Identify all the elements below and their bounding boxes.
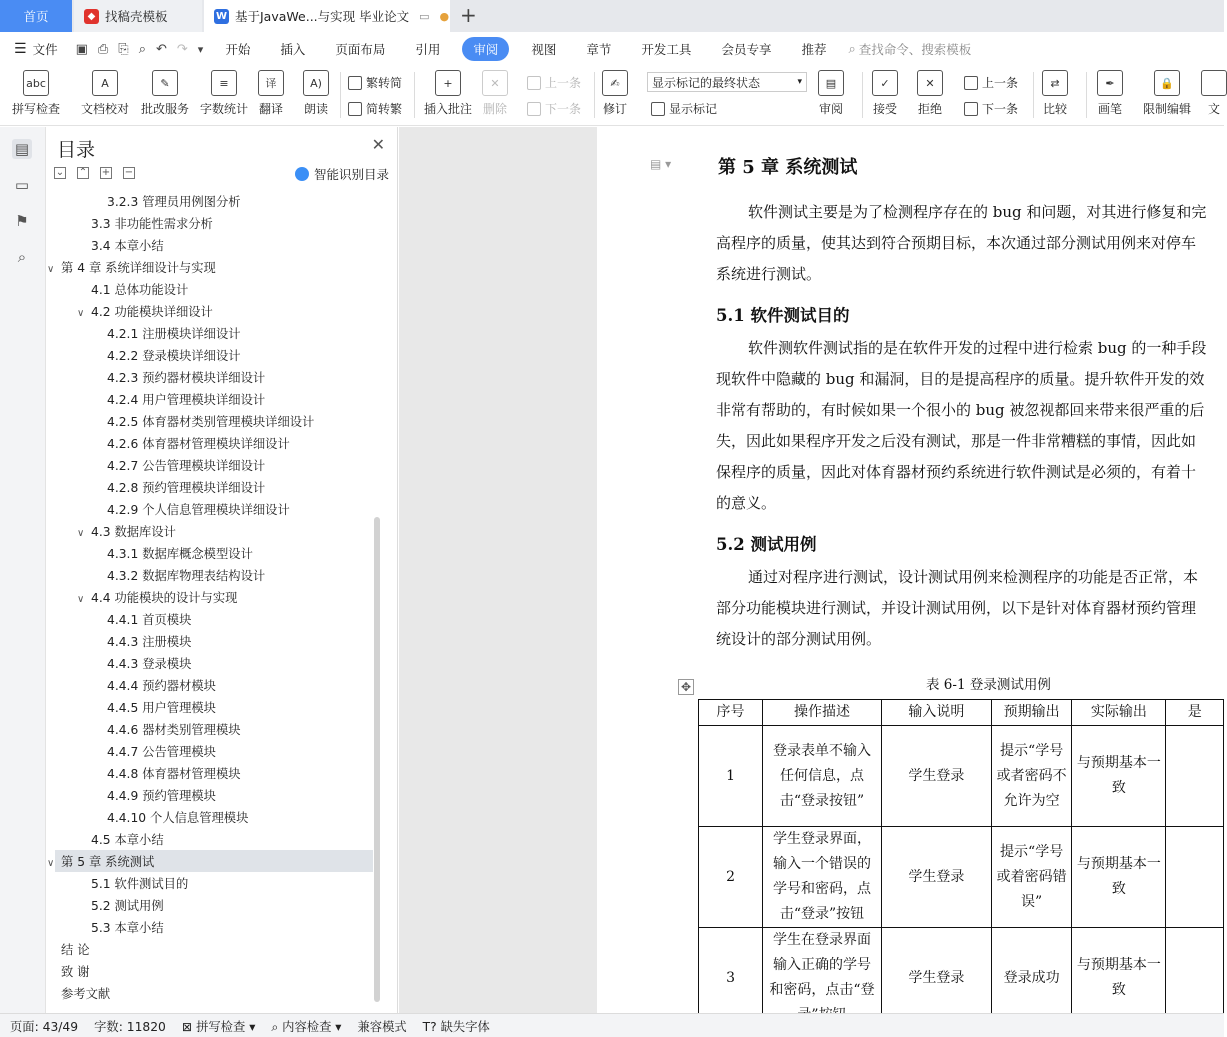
test-case-table — [698, 699, 1224, 1029]
table-cell: 提示“学号或者密码不允许为空 — [991, 726, 1071, 827]
menu-review[interactable]: 审阅 — [462, 37, 509, 61]
toc-panel-icon[interactable]: ▤ — [12, 139, 32, 159]
next-comment-button[interactable] — [527, 100, 581, 117]
table-cell: 学生登录界面，输入一个错误的学号和密码，点击“登录”按钮 — [763, 827, 882, 928]
lock-doc-icon: 🔒 — [1154, 70, 1180, 96]
divider — [340, 72, 341, 118]
divider — [414, 72, 415, 118]
toc-item[interactable] — [107, 455, 265, 477]
track-changes-label: 修订 — [602, 102, 627, 116]
menu-layout[interactable]: 页面布局 — [335, 42, 386, 57]
toc-item[interactable] — [77, 301, 213, 323]
review-pane-label: 审阅 — [818, 102, 843, 116]
comment-plus-icon: + — [435, 70, 461, 96]
paragraph-line: 系统进行测试。 — [716, 265, 822, 283]
paragraph-line: 的意义。 — [716, 494, 777, 512]
toc-item-label: 4.1 总体功能设计 — [91, 283, 189, 297]
remove-heading-icon[interactable]: − — [124, 167, 134, 178]
save-icon[interactable]: ▣ — [75, 41, 88, 57]
section-heading: 5.1 软件测试目的 — [716, 306, 850, 325]
toc-item[interactable] — [107, 609, 191, 631]
s2t-icon — [348, 102, 362, 116]
accept-icon: ✓ — [872, 70, 898, 96]
table-caption: 表 6-1 登录测试用例 — [926, 677, 1051, 693]
toc-item-label: 4.3 数据库设计 — [91, 525, 176, 539]
translate-icon: 译 — [258, 70, 284, 96]
toc-item[interactable] — [91, 917, 164, 939]
annotation-service-button[interactable] — [141, 70, 189, 117]
tab-home[interactable]: 首页 — [0, 0, 72, 32]
toc-item-label: 4.4.8 体育器材管理模块 — [107, 767, 241, 781]
table-header-cell: 是 — [1166, 700, 1224, 726]
prev-change-button[interactable] — [964, 74, 1018, 91]
table-cell: 1 — [699, 726, 763, 827]
more-chevron-icon[interactable]: ▾ — [197, 42, 204, 56]
document-page[interactable] — [598, 127, 1224, 1013]
paragraph-line: 保程序的质量，因此对体育器材预约系统进行软件测试是必须的，有着十 — [716, 463, 1197, 481]
toc-item[interactable] — [107, 345, 241, 367]
chevron-down-icon[interactable]: ∨ — [47, 264, 55, 275]
toc-item[interactable] — [107, 719, 241, 741]
toc-item-label: 4.2.7 公告管理模块详细设计 — [107, 459, 266, 473]
markup-select-value: 显示标记的最终状态 — [652, 75, 761, 90]
table-header-cell: 输入说明 — [881, 700, 991, 726]
doc-more-button[interactable] — [1201, 70, 1227, 117]
toc-item-label: 第 5 章 系统测试 — [61, 855, 155, 869]
show-markup-icon — [651, 102, 665, 116]
read-aloud-button[interactable] — [303, 70, 329, 117]
pen-icon: ✒ — [1097, 70, 1123, 96]
table-header-row — [699, 700, 1224, 726]
table-cell — [1166, 827, 1224, 928]
toc-item[interactable] — [61, 961, 90, 983]
toc-item[interactable] — [107, 543, 253, 565]
document-canvas — [399, 127, 597, 1013]
next-change-button[interactable] — [964, 100, 1018, 117]
show-markup-label: 显示标记 — [669, 102, 718, 116]
bookmark-icon[interactable]: ⚑ — [15, 212, 29, 230]
toc-item-label: 致 谢 — [61, 965, 90, 979]
toc-item-label: 结 论 — [61, 943, 90, 957]
toc-item[interactable] — [47, 851, 154, 873]
paragraph-line: 高程序的质量，使其达到符合预期目标，本次通过部分测试用例来对停车 — [716, 234, 1197, 252]
toc-item-label: 3.2.3 管理员用例图分析 — [107, 195, 241, 209]
menu-view[interactable]: 视图 — [531, 42, 557, 57]
paragraph-line: 失，因此如果程序开发之后没有测试，那是一件非常糟糕的事情，因此如 — [716, 432, 1197, 450]
toc-item[interactable] — [61, 983, 110, 1005]
doc-proof-button[interactable] — [81, 70, 129, 117]
table-cell: 2 — [699, 827, 763, 928]
review-pane-button[interactable] — [818, 70, 844, 117]
dropdown-icon: ▾ — [797, 77, 802, 87]
toc-item-label: 4.3.1 数据库概念模型设计 — [107, 547, 253, 561]
paragraph-line: 通过对程序进行测试，设计测试用例来检测程序的功能是否正常，本 — [748, 568, 1199, 586]
toc-item-label: 4.4.10 个人信息管理模块 — [107, 811, 249, 825]
toc-item-label: 4.2.8 预约管理模块详细设计 — [107, 481, 266, 495]
menu-start[interactable]: 开始 — [225, 42, 251, 57]
word-count-button[interactable] — [200, 70, 248, 117]
prev-comment-label: 上一条 — [545, 76, 582, 90]
toc-item-label: 4.3.2 数据库物理表结构设计 — [107, 569, 266, 583]
toc-item-label: 第 4 章 系统详细设计与实现 — [61, 261, 216, 275]
spell-check-button[interactable] — [12, 70, 60, 117]
paragraph-marker-icon[interactable]: ▤ ▾ — [650, 157, 672, 171]
toc-item[interactable] — [77, 521, 176, 543]
table-header-cell: 操作描述 — [763, 700, 882, 726]
table-cell: 学生登录 — [881, 726, 991, 827]
table-header-cell: 预期输出 — [991, 700, 1071, 726]
toc-item-label: 4.4.4 预约器材模块 — [107, 679, 216, 693]
table-cell: 学生登录 — [881, 928, 991, 1029]
delete-comment-icon: ✕ — [482, 70, 508, 96]
paragraph-line: 软件测试主要是为了检测程序存在的 bug 和问题，对其进行修复和完 — [748, 203, 1207, 221]
toc-item-label: 5.1 软件测试目的 — [91, 877, 189, 891]
toc-item[interactable] — [107, 323, 241, 345]
toc-item-label: 3.3 非功能性需求分析 — [91, 217, 213, 231]
table-header-cell: 实际输出 — [1072, 700, 1166, 726]
next-change-icon — [964, 102, 978, 116]
toc-item-label: 4.2.6 体育器材管理模块详细设计 — [107, 437, 290, 451]
print-icon[interactable]: ⎘ — [118, 41, 129, 57]
toc-item[interactable] — [107, 675, 216, 697]
reject-label: 拒绝 — [917, 102, 942, 116]
read-aloud-label: 朗读 — [303, 102, 328, 116]
prev-change-label: 上一条 — [982, 76, 1019, 90]
toc-item[interactable] — [107, 565, 265, 587]
doc-more-label: 文 — [1207, 102, 1220, 116]
toc-item[interactable] — [107, 653, 191, 675]
pen-button[interactable] — [1097, 70, 1123, 117]
table-cell: 学生登录 — [881, 827, 991, 928]
word-count-label: 字数统计 — [200, 102, 249, 116]
toc-item-label: 参考文献 — [61, 987, 111, 1001]
toc-item[interactable] — [47, 257, 216, 279]
accept-button[interactable] — [872, 70, 898, 117]
toc-item[interactable] — [107, 433, 290, 455]
chapter-heading: 第 5 章 系统测试 — [718, 157, 858, 178]
table-cell: 与预期基本一致 — [1072, 726, 1166, 827]
toc-item[interactable] — [91, 895, 164, 917]
table-cell: 与预期基本一致 — [1072, 827, 1166, 928]
toc-title: 目录 — [57, 139, 96, 161]
t2s-button[interactable] — [348, 74, 402, 91]
toc-item-label: 4.4.5 用户管理模块 — [107, 701, 216, 715]
redo-icon[interactable]: ↷ — [176, 41, 188, 57]
compare-icon: ⇄ — [1042, 70, 1068, 96]
table-cell: 3 — [699, 928, 763, 1029]
missing-font[interactable] — [423, 1017, 490, 1035]
toc-item[interactable] — [107, 697, 216, 719]
toc-item-label: 5.3 本章小结 — [91, 921, 164, 935]
toc-item[interactable] — [91, 235, 164, 257]
status-bar — [0, 1013, 1224, 1037]
annotation-icon: ✎ — [152, 70, 178, 96]
command-search[interactable]: 查找命令、搜索模板 — [858, 42, 972, 57]
prev-change-icon — [964, 76, 978, 90]
s2t-button[interactable] — [348, 100, 402, 117]
chevron-down-icon[interactable]: ∨ — [77, 594, 85, 605]
toc-item[interactable] — [107, 477, 265, 499]
menu-developer[interactable]: 开发工具 — [641, 42, 692, 57]
menu-file[interactable]: 文件 — [32, 42, 58, 57]
read-aloud-icon: A) — [303, 70, 329, 96]
chapter-panel-icon[interactable]: ▭ — [14, 176, 30, 194]
toc-item-label: 4.2.3 预约器材模块详细设计 — [107, 371, 266, 385]
pen-label: 画笔 — [1097, 102, 1122, 116]
writer-app-icon: W — [215, 10, 228, 22]
toc-item[interactable] — [107, 741, 216, 763]
toc-item[interactable] — [107, 631, 191, 653]
compare-button[interactable] — [1042, 70, 1068, 117]
toc-item-label: 4.2.5 体育器材类别管理模块详细设计 — [107, 415, 315, 429]
toc-item-label: 4.5 本章小结 — [91, 833, 164, 847]
menu-insert[interactable]: 插入 — [280, 42, 306, 57]
toc-item[interactable] — [107, 191, 241, 213]
chevron-down-icon[interactable]: ∨ — [77, 308, 85, 319]
toc-item[interactable] — [77, 587, 237, 609]
paragraph-line: 非常有帮助的，有时候如果一个很小的 bug 被忽视都回来带来很严重的后 — [716, 401, 1205, 419]
divider — [1086, 72, 1087, 118]
track-changes-button[interactable] — [602, 70, 628, 117]
paragraph-line: 软件测软件测试指的是在软件开发的过程中进行检索 bug 的一种手段 — [748, 339, 1207, 357]
section-heading: 5.2 测试用例 — [716, 535, 817, 554]
toc-item-label: 4.2.1 注册模块详细设计 — [107, 327, 241, 341]
toc-item-label: 4.4.3 注册模块 — [107, 635, 192, 649]
t2s-label: 繁转简 — [366, 76, 403, 90]
compat-mode: 兼容模式 — [357, 1019, 407, 1034]
next-comment-label: 下一条 — [545, 102, 582, 116]
table-header-cell: 序号 — [699, 700, 763, 726]
content-check[interactable]: ⌕ 内容检查 ▾ — [271, 1019, 342, 1034]
prev-comment-icon — [527, 76, 541, 90]
chevron-down-icon[interactable]: ∨ — [77, 528, 85, 539]
preview-icon[interactable]: ⌕ — [138, 41, 146, 57]
table-row — [699, 827, 1224, 928]
divider — [594, 72, 595, 118]
toc-item[interactable] — [61, 939, 90, 961]
page-count[interactable]: 页面: 43/49 — [10, 1019, 79, 1034]
spell-status[interactable]: ⊠ 拼写检查 ▾ — [181, 1019, 256, 1034]
template-app-icon: ◆ — [84, 9, 99, 24]
toc-item-label: 3.4 本章小结 — [91, 239, 164, 253]
spell-status-icon: ⊠ — [181, 1019, 197, 1034]
nav-strip — [0, 127, 46, 1013]
find-icon[interactable]: ⌕ — [17, 248, 27, 266]
content-check-icon: ⌕ — [271, 1019, 283, 1034]
prev-comment-button[interactable] — [527, 74, 581, 91]
menu-section[interactable]: 章节 — [586, 42, 612, 57]
toc-item[interactable] — [91, 873, 188, 895]
table-cell: 提示“学号或着密码错误” — [991, 827, 1071, 928]
toc-item[interactable] — [107, 763, 241, 785]
reject-icon: ✕ — [917, 70, 943, 96]
toc-item-label: 4.2.9 个人信息管理模块详细设计 — [107, 503, 290, 517]
table-cell — [1166, 726, 1224, 827]
collapse-all-icon[interactable]: ⌄ — [55, 167, 65, 178]
export-pdf-icon[interactable]: ⎙ — [97, 41, 109, 57]
toc-item-label: 4.4 功能模块的设计与实现 — [91, 591, 238, 605]
word-count-icon: ≡ — [211, 70, 237, 96]
delete-comment-label: 删除 — [482, 102, 507, 116]
toc-item[interactable] — [107, 807, 248, 829]
paragraph-line: 现软件中隐藏的 bug 和漏洞，目的是提高程序的质量。提升软件开发的效 — [716, 370, 1205, 388]
divider — [1033, 72, 1034, 118]
tab-template-label: 找稿壳模板 — [105, 9, 168, 24]
annotation-label: 批改服务 — [141, 102, 190, 116]
close-icon[interactable]: ✕ — [371, 135, 385, 154]
table-cell: 登录成功 — [991, 928, 1071, 1029]
compare-label: 比较 — [1042, 102, 1067, 116]
restrict-edit-button[interactable] — [1143, 70, 1191, 117]
menu-recommend[interactable]: 推荐 — [801, 42, 827, 57]
next-comment-icon — [527, 102, 541, 116]
missing-font-label: 缺失字体 — [440, 1019, 490, 1034]
smart-toc-label: 智能识别目录 — [313, 167, 389, 182]
toc-item-label: 4.4.7 公告管理模块 — [107, 745, 216, 759]
unsaved-dot-icon: ● — [439, 9, 450, 23]
hamburger-icon[interactable]: ☰ — [14, 41, 27, 57]
table-cell: 登录表单不输入任何信息，点击“登录按钮” — [763, 726, 882, 827]
content-check-label: 内容检查 — [282, 1019, 332, 1034]
s2t-label: 简转繁 — [366, 102, 403, 116]
pin-icon[interactable]: ▭ — [419, 9, 430, 23]
tab-document[interactable] — [204, 0, 450, 32]
missing-font-icon: T? — [422, 1019, 441, 1034]
toc-scrollbar[interactable] — [374, 517, 380, 1002]
markup-select[interactable] — [647, 72, 807, 92]
translate-label: 翻译 — [258, 102, 283, 116]
spell-status-label: 拼写检查 — [196, 1019, 246, 1034]
new-tab-icon[interactable]: + — [460, 3, 477, 27]
toc-panel — [47, 127, 398, 1013]
reject-button[interactable] — [917, 70, 943, 117]
table-row — [699, 726, 1224, 827]
tab-template[interactable] — [74, 0, 202, 32]
menu-bar — [0, 32, 1224, 66]
track-changes-icon: ✍ — [602, 70, 628, 96]
add-heading-icon[interactable]: + — [101, 167, 111, 178]
toc-item[interactable] — [107, 367, 265, 389]
menu-member[interactable]: 会员专享 — [721, 42, 772, 57]
doc-icon — [1201, 70, 1227, 96]
word-count[interactable]: 字数: 11820 — [94, 1019, 166, 1034]
insert-comment-label: 插入批注 — [424, 102, 473, 116]
show-markup-button[interactable] — [651, 100, 717, 117]
search-icon: ⌕ — [848, 41, 856, 57]
toc-item-label: 4.2.2 登录模块详细设计 — [107, 349, 241, 363]
toc-item-label: 4.4.3 登录模块 — [107, 657, 192, 671]
tab-document-label: 基于JavaWe...与实现 毕业论文 — [235, 9, 410, 24]
toc-item[interactable] — [107, 785, 216, 807]
review-pane-icon: ▤ — [818, 70, 844, 96]
smart-icon — [295, 167, 309, 181]
toc-item[interactable] — [91, 829, 164, 851]
doc-proof-label: 文档校对 — [81, 102, 130, 116]
toc-item-label: 4.4.9 预约管理模块 — [107, 789, 216, 803]
paragraph-line: 统设计的部分测试用例。 — [716, 630, 882, 648]
table-cell: 学生在登录界面输入正确的学号和密码，点击“登 — [763, 928, 882, 1029]
delete-comment-button[interactable] — [482, 70, 508, 117]
insert-comment-button[interactable] — [424, 70, 472, 117]
next-change-label: 下一条 — [982, 102, 1019, 116]
toc-item[interactable] — [91, 279, 188, 301]
expand-all-icon[interactable]: ⌃ — [78, 167, 88, 178]
review-ribbon — [0, 66, 1224, 126]
chevron-down-icon[interactable]: ∨ — [47, 858, 55, 869]
toc-item-label: 4.2.4 用户管理模块详细设计 — [107, 393, 266, 407]
divider — [862, 72, 863, 118]
toc-item[interactable] — [91, 213, 213, 235]
paragraph-line: 部分功能模块进行测试，并设计测试用例，以下是针对体育器材预约管理 — [716, 599, 1197, 617]
menu-reference[interactable]: 引用 — [415, 42, 441, 57]
toc-item-label: 4.4.1 首页模块 — [107, 613, 192, 627]
toc-item-label: 4.2 功能模块详细设计 — [91, 305, 213, 319]
accept-label: 接受 — [872, 102, 897, 116]
toc-item-label: 4.4.6 器材类别管理模块 — [107, 723, 241, 737]
restrict-edit-label: 限制编辑 — [1143, 102, 1192, 116]
toc-item[interactable] — [107, 499, 290, 521]
toc-item[interactable] — [107, 389, 265, 411]
spell-check-label: 拼写检查 — [12, 102, 61, 116]
proof-icon: A — [92, 70, 118, 96]
smart-toc-button[interactable] — [295, 165, 389, 183]
abc-icon: abc — [23, 70, 49, 96]
translate-button[interactable] — [258, 70, 284, 117]
tab-bar — [0, 0, 1224, 32]
toc-item-label: 5.2 测试用例 — [91, 899, 164, 913]
move-table-icon[interactable]: ✥ — [678, 679, 694, 695]
toc-item[interactable] — [107, 411, 314, 433]
undo-icon[interactable]: ↶ — [155, 41, 167, 57]
table-cell: 与预期基本一致 — [1072, 928, 1166, 1029]
t2s-icon — [348, 76, 362, 90]
